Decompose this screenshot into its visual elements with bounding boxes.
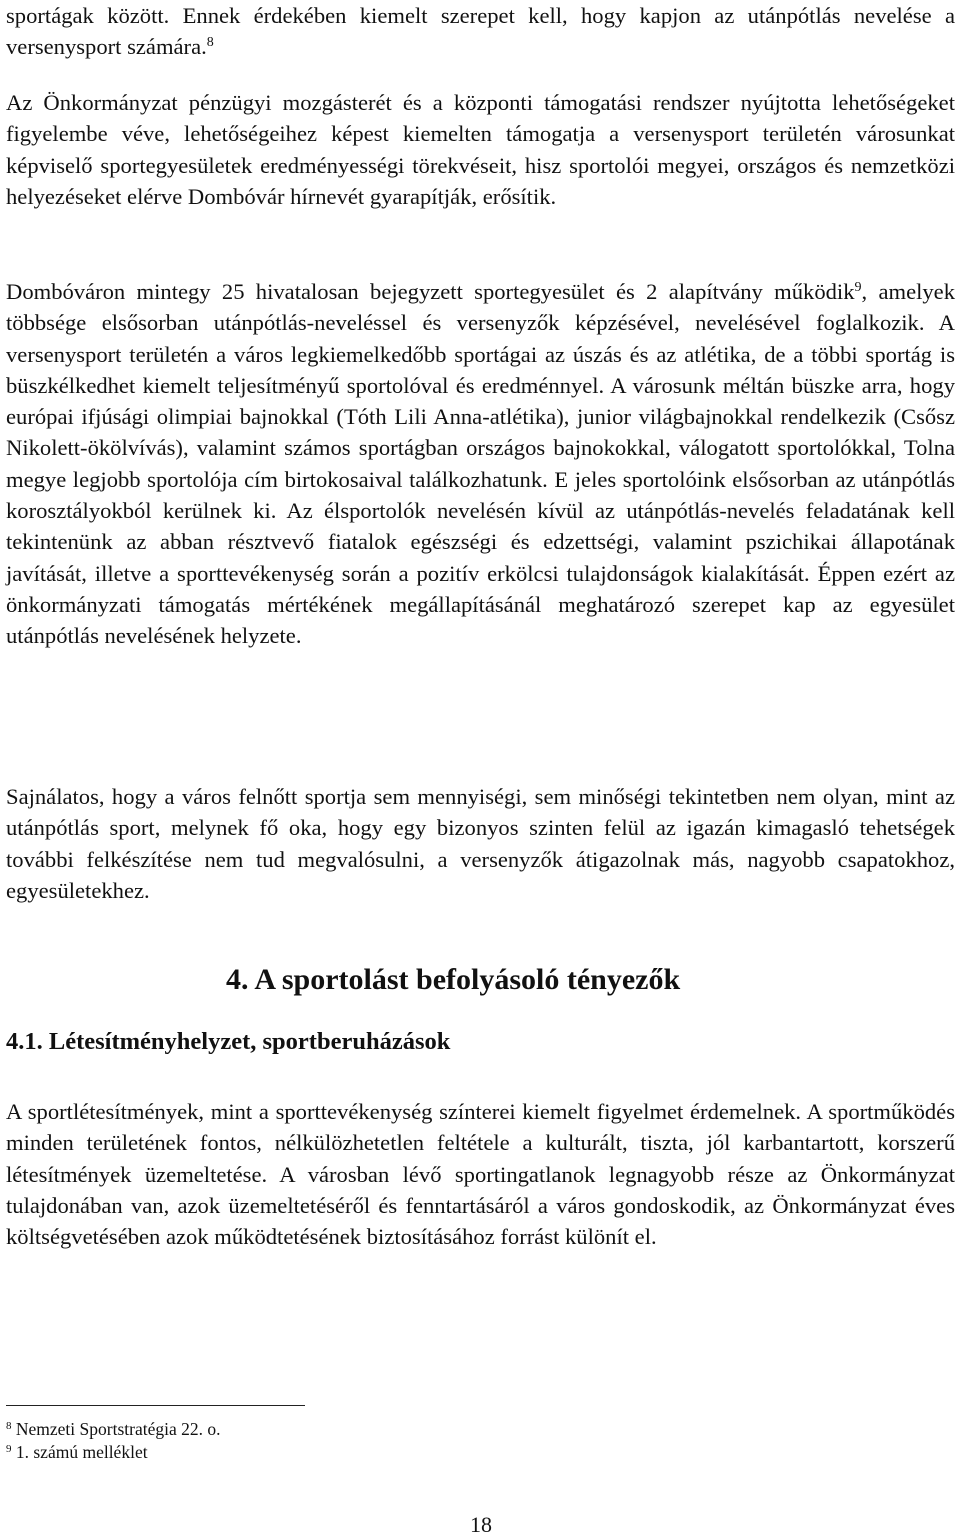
page-number-text: 18 [470,1512,492,1537]
paragraph-text: Dombóváron mintegy 25 hivatalosan bejegyzett sportegyesület és 2 alapítvány működik [6,279,855,304]
section-heading: 4.1. Létesítményhelyzet, sportberuházások [6,1028,451,1055]
footnote-ref-9[interactable]: 9 [854,280,862,295]
footnote-text: 1. számú melléklet [15,1442,148,1462]
paragraph-support [6,87,955,212]
paragraph-text: Sajnálatos, hogy a város felnőtt sportja sem mennyiségi, sem minőségi tekintetben nem olyan, mint az utánpótlás sport, melynek fő oka, hogy egy bizonyos szinten felül az igazán kimagasló tehetségek további felkészítése nem tud megvalósulni, a versenyzők átigazolnak más, nagyobb csapatokhoz, egyesületekhez. [6,784,955,903]
footnote-number: 9 [6,1443,12,1455]
chapter-heading: 4. A sportolást befolyásoló tényezők [226,963,681,996]
footnote-divider [6,1405,305,1406]
paragraph-clubs [6,276,955,652]
paragraph-intro-continuation [6,0,955,63]
paragraph-text: Az Önkormányzat pénzügyi mozgásterét és a központi támogatási rendszer nyújtotta lehetőségeket figyelembe véve, lehetőségeihez képest kiemelten támogatja a versenysport területén városunkat képviselő sportegyesületek eredményességi törekvéseit, hisz sportolói megyei, országos és nemzetközi helyezéseket elérve Dombóvár hírnevét gyarapítják, erősítik. [6,90,955,209]
footnote-number: 8 [6,1420,12,1432]
footnote-8 [6,1418,220,1440]
footnote-text: Nemzeti Sportstratégia 22. o. [15,1419,221,1439]
paragraph-text: A sportlétesítmények, mint a sporttevékenység színterei kiemelt figyelmet érdemelnek. A sportműködés minden területének fontos, nélkülözhetetlen feltétele a kulturált, tiszta, jól karbantartott, korszerű létesítmények üzemeltetése. A városban lévő sportingatlanok legnagyobb része az Önkormányzat tulajdonában van, azok üzemeltetéséről és fenntartásáról a város gondoskodik, az Önkormányzat éves költségvetésében azok működtetésének biztosításához forrást különít el. [6,1099,955,1250]
paragraph-facilities [6,1096,955,1252]
page-number [0,1512,960,1538]
paragraph-text: sportágak között. Ennek érdekében kiemelt szerepet kell, hogy kapjon az utánpótlás nevelése a versenysport számára. [6,3,955,60]
paragraph-text: , amelyek többsége elsősorban utánpótlás-neveléssel és versenyzők képzésével, nevelésével foglalkozik. A versenysport területén a város legkiemelkedőbb sportágai az úszás és az atlétika, de a többi sportág is büszkélkedhet kiemelt teljesítményű sportolóval és eredménnyel. A városunk méltán büszke arra, hogy európai ifjúsági olimpiai bajnokkal (Tóth Lili Anna-atlétika), junior világbajnokkal rendelkezik (Csősz Nikolett-ökölvívás), valamint számos sportágban országos bajnokokkal, válogatott sportolókkal, Tolna megye legjobb sportolója cím birtokosaival találkozhatunk. E jeles sportolóink elsősorban az utánpótlás korosztályokból kerülnek ki. Az élsportolók nevelésén kívül az utánpótlás-nevelés feladatának kell tekintenünk az abban résztvevő fiatalok egészségi és edzettségi, valamint pszichikai állapotának javítását, illetve a sporttevékenység során a pozitív erkölcsi tulajdonságok kialakítását. Éppen ezért az önkormányzati támogatás mértékének megállapításánál meghatározó szerepet kap az egyesület utánpótlás nevelésének helyzete. [6,279,956,649]
footnote-9 [6,1441,148,1463]
paragraph-adult-sport [6,781,955,906]
footnote-ref-8[interactable]: 8 [206,35,214,51]
